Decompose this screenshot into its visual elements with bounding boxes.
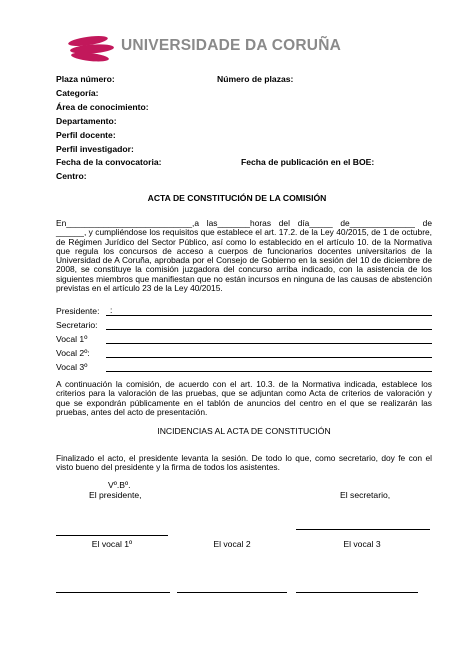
categoria-label: Categoría: bbox=[56, 88, 99, 98]
area-label: Área de conocimiento: bbox=[56, 102, 149, 112]
plaza-numero-label: Plaza número: bbox=[56, 74, 115, 84]
member-line-vocal3[interactable] bbox=[106, 371, 432, 372]
member-line-vocal2[interactable] bbox=[106, 357, 432, 358]
incidencias-title: INCIDENCIAS AL ACTA DE CONSTITUCIÓN bbox=[157, 426, 331, 436]
perfil-investigador-label: Perfil investigador: bbox=[56, 144, 134, 154]
bottom-signature-line-3[interactable] bbox=[296, 592, 418, 593]
member-line-presidente[interactable] bbox=[106, 315, 432, 316]
vobo-label: Vº.Bº. bbox=[108, 480, 131, 490]
member-label-presidente: Presidente: bbox=[56, 306, 100, 316]
vocal3-signature-label: El vocal 3 bbox=[343, 539, 381, 549]
closing-paragraph: Finalizado el acto, el presidente levanta la sesión. De todo lo que, como secretario, doy fe con el visto bueno del presidente y la firma de todos los asistentes. bbox=[56, 453, 432, 473]
presidente-signature-line[interactable] bbox=[56, 535, 168, 536]
vocal2-signature-label: El vocal 2 bbox=[213, 539, 251, 549]
bottom-signature-line-2[interactable] bbox=[177, 592, 287, 593]
continuation-paragraph: A continuación la comisión, de acuerdo con el art. 10.3. de la Normativa indicada, establece los criterios para la valoración de las pruebas, que se adjuntan como Acta de criterios de valoración y que se expondrán públicamente en el tablón de anuncios del centro en el que se realizarán las pruebas, antes del acto de presentación. bbox=[56, 379, 432, 417]
fecha-publicacion-label: Fecha de publicación en el BOE: bbox=[241, 157, 375, 167]
secretario-signature-line[interactable] bbox=[296, 529, 430, 530]
member-label-vocal3: Vocal 3º bbox=[56, 362, 88, 372]
perfil-docente-label: Perfil docente: bbox=[56, 130, 116, 140]
vocal1-signature-label: El vocal 1º bbox=[91, 539, 133, 549]
numero-plazas-label: Número de plazas: bbox=[217, 74, 294, 84]
logo-emblem-icon bbox=[68, 34, 115, 63]
member-label-vocal2: Vocal 2º: bbox=[56, 348, 90, 358]
intro-paragraph: En___________________________,a las_______horas del día_____ de______________ de ______, y cumpliéndose los requisitos que establece el art. 17.2. de la Ley 40/2015, de 1 de octubre, de Régimen Jurídico del Sector Público, así como lo establecido en el artículo 10. de la Normativa que regula los concursos de acceso a cuerpos de funcionarios docentes universitarios de la Universidad de A Coruña, aprobada por el Consejo de Gobierno en la sesión del 10 de diciembre de 2008, se constituye la comisión juzgadora del concurso arriba indicado, con la asistencia de los siguientes miembros que manifiestan que no están incursos en ninguna de las causas de abstención previstas en el artículo 23 de la Ley 40/2015. bbox=[56, 218, 432, 294]
secretario-signature-label: El secretario, bbox=[340, 490, 391, 500]
member-line-secretario[interactable] bbox=[106, 329, 432, 330]
document-title: ACTA DE CONSTITUCIÓN DE LA COMISIÓN bbox=[147, 193, 327, 203]
centro-label: Centro: bbox=[56, 171, 87, 181]
member-label-vocal1: Vocal 1º bbox=[56, 334, 88, 344]
bottom-signature-line-1[interactable] bbox=[56, 592, 170, 593]
logo-text: UNIVERSIDADE DA CORUÑA bbox=[121, 37, 341, 54]
member-line-vocal1[interactable] bbox=[106, 343, 432, 344]
fecha-convocatoria-label: Fecha de la convocatoria: bbox=[56, 157, 162, 167]
presidente-signature-label: El presidente, bbox=[89, 490, 142, 500]
member-value-presidente: : bbox=[110, 305, 113, 315]
member-label-secretario: Secretario: bbox=[56, 320, 98, 330]
departamento-label: Departamento: bbox=[56, 116, 117, 126]
